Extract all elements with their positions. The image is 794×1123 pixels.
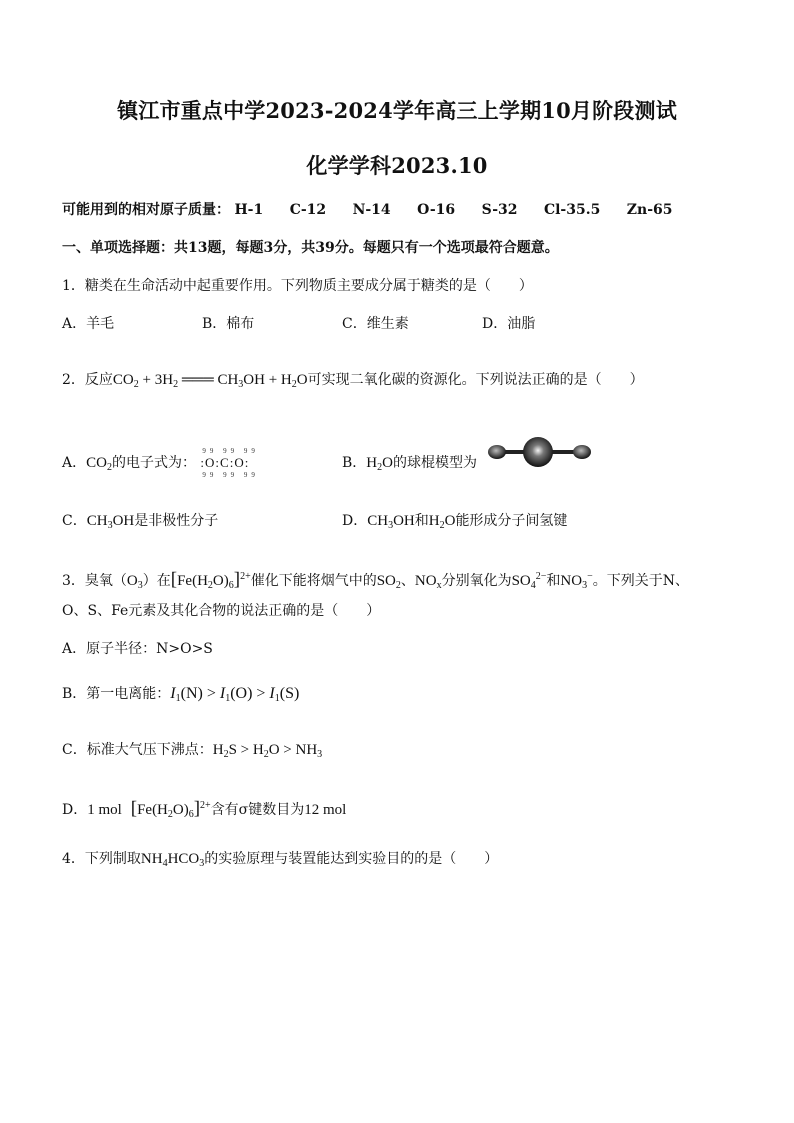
q3-option-a: A．原子半径：N>O>S: [62, 641, 213, 657]
q2-a-text: 的电子式为：: [111, 455, 196, 471]
mass-o: O-16: [417, 202, 456, 218]
q1-option-a: A．羊毛: [62, 316, 115, 332]
q3-ozone: $O_3$: [126, 573, 143, 591]
mass-s: S-32: [481, 202, 518, 218]
electron-dots-top: 99 99 99: [202, 447, 259, 455]
q2-d-formula1: $CH_3OH$: [367, 513, 415, 531]
q3-stem-part: ）在: [142, 573, 171, 589]
atomic-mass-line: [62, 200, 695, 220]
q2-equation: $CO_2 + 3H_2$ ═══ $CH_3OH + H_2O$: [112, 372, 308, 390]
mass-h: H-1: [234, 202, 264, 218]
q2-c-text: 是非极性分子: [134, 513, 219, 529]
q3-c-prefix: C．标准大气压下沸点：: [62, 742, 213, 758]
mass-n: N-14: [352, 202, 391, 218]
q2-option-a: [62, 447, 259, 479]
h2o-ball-stick-model-image: [488, 437, 592, 467]
exam-subtitle: 化学学科2023.10: [306, 153, 488, 178]
q2-a-prefix: A．: [62, 455, 87, 471]
q3-stem-part: 。下列关于N、: [592, 573, 689, 589]
q1-option-c: C．维生素: [342, 316, 409, 332]
mass-zn: Zn-65: [626, 202, 673, 218]
q2-d-prefix: D．: [342, 513, 368, 529]
q2-stem-text: 可实现二氧化碳的资源化。下列说法正确的是（ ）: [307, 372, 644, 388]
q3-option-b: [62, 684, 299, 709]
q3-so2: $SO_2$: [376, 573, 401, 591]
q1-option-d: D．油脂: [482, 316, 536, 332]
q2-d-formula2: $H_2O$: [428, 513, 456, 531]
q3-stem-part: 催化下能将烟气中的: [250, 573, 377, 589]
q2-option-d: [342, 511, 567, 536]
q3-num: 3．臭氧（: [62, 573, 127, 589]
q4-num: 4．下列制取: [62, 851, 141, 867]
q3-complex-formula: $[Fe(H_2O)_6]^{2+}$: [170, 569, 251, 591]
q3-d-complex: $[Fe(H_2O)_6]^{2+}$: [130, 798, 211, 820]
q2-d-mid: 和: [414, 513, 429, 529]
q3-stem-part: 、: [400, 573, 415, 589]
q2-option-b: [342, 453, 477, 478]
q2-stem: [62, 370, 644, 395]
q3-d-value: 12 mol: [304, 802, 347, 818]
q2-c-formula: $CH_3OH$: [86, 513, 135, 531]
q3-d-text: 含有σ键数目为: [210, 802, 305, 818]
q1-stem: 1．糖类在生命活动中起重要作用。下列物质主要成分属于糖类的是（ ）: [62, 278, 533, 294]
atomic-mass-label: 可能用到的相对原子质量：: [62, 202, 230, 218]
q2-b-text: 的球棍模型为: [392, 455, 477, 471]
exam-title: 镇江市重点中学2023-2024学年高三上学期10月阶段测试: [117, 98, 677, 123]
mass-c: C-12: [289, 202, 327, 218]
q3-nox: $NO_x$: [414, 573, 442, 591]
q2-b-prefix: B．: [342, 455, 367, 471]
mass-cl: Cl-35.5: [543, 202, 601, 218]
q3-b-formula: $I_1(N) > I_1(O) > I_1(S)$: [170, 685, 300, 704]
q3-b-prefix: B．第一电离能：: [62, 686, 171, 702]
q2-b-formula: $H_2O$: [366, 455, 393, 473]
q4-stem: [62, 849, 498, 874]
q3-stem-line1: [62, 567, 689, 596]
electron-dots-bottom: 99 99 99: [202, 471, 259, 479]
q3-d-prefix: D．: [62, 802, 88, 818]
q3-d-mol: 1 mol: [87, 802, 122, 818]
q2-d-text: 能形成分子间氢键: [455, 513, 568, 529]
q2-c-prefix: C．: [62, 513, 87, 529]
q3-stem-line2: O、S、Fe元素及其化合物的说法正确的是（ ）: [62, 603, 381, 619]
q2-num: 2．反应: [62, 372, 113, 388]
q4-stem-text: 的实验原理与装置能达到实验目的的是（ ）: [204, 851, 499, 867]
q3-option-d: [62, 796, 346, 825]
q3-nitrate: $NO_3^-$: [560, 571, 593, 591]
q3-stem-part: 和: [546, 573, 561, 589]
q1-option-b: B．棉布: [202, 316, 255, 332]
section-heading: 一、单项选择题：共13题，每题3分，共39分。每题只有一个选项最符合题意。: [62, 240, 559, 256]
q3-c-formula: $H_2S > H_2O > NH_3$: [212, 742, 323, 760]
co2-electron-formula: 99 99 99 :O:C:O: 99 99 99: [200, 453, 249, 473]
q4-formula: $NH_4HCO_3$: [140, 851, 205, 869]
q2-a-formula: $CO_2$: [86, 455, 112, 473]
q2-option-c: [62, 511, 218, 536]
q3-option-c: [62, 740, 322, 765]
q3-sulfate: $SO_4^{2-}$: [511, 571, 547, 591]
q3-stem-part: 分别氧化为: [441, 573, 512, 589]
